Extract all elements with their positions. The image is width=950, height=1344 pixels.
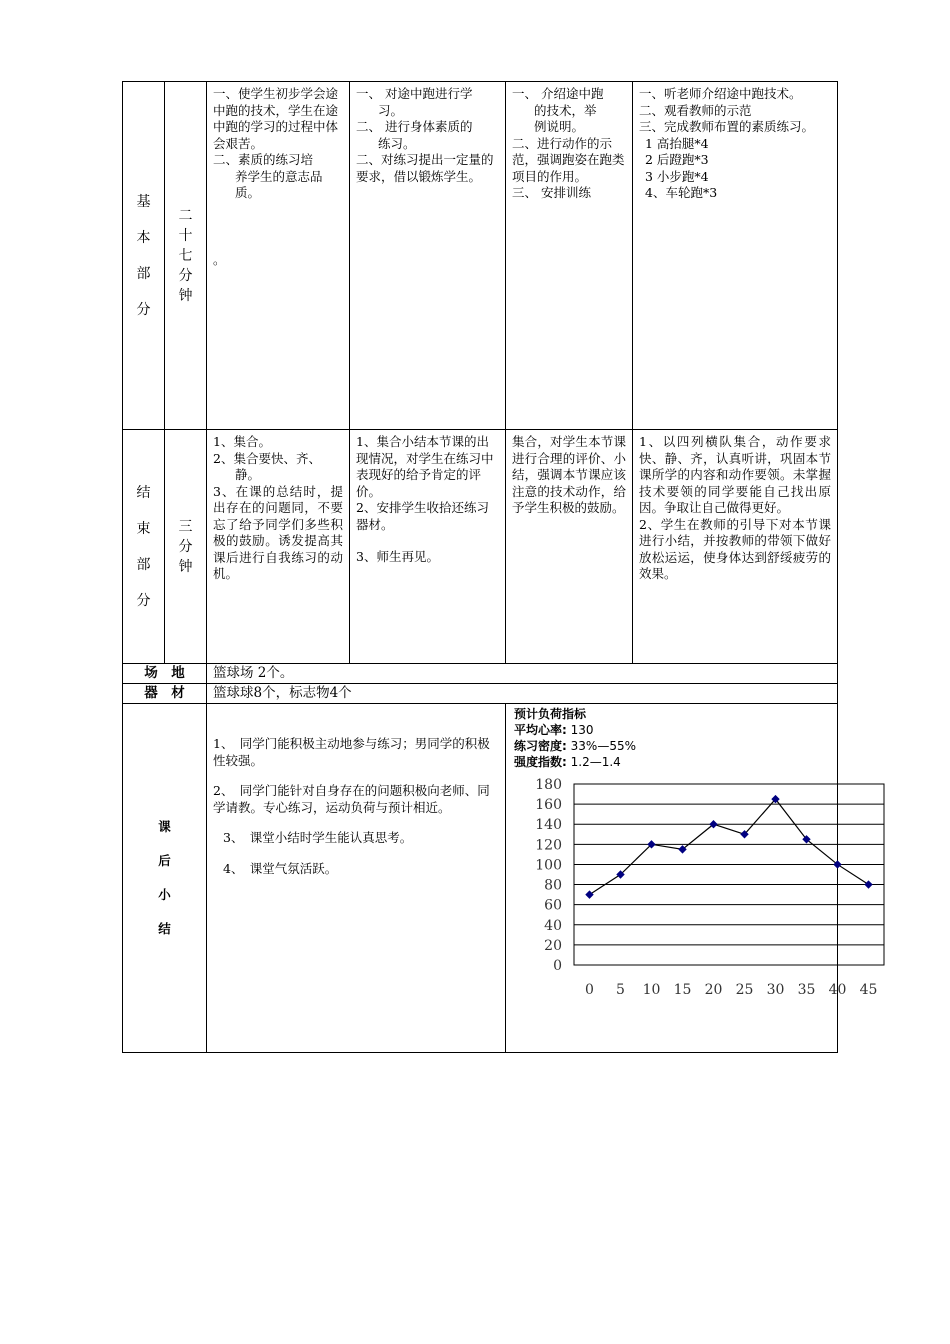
ending-teacher-cell <box>506 430 633 664</box>
ending-student-cell <box>633 430 838 664</box>
basic-label-char-2: 本 <box>136 229 151 246</box>
heart-rate-line <box>590 799 869 895</box>
basic-teacher-3: 三、 安排训练 <box>512 185 591 200</box>
basic-goal-2: 二、素质的练习培 <box>213 152 314 167</box>
basic-label-char-4: 分 <box>136 301 151 318</box>
venue-row <box>123 664 838 684</box>
basic-student-drill-4: 4、车轮跑*3 <box>645 185 718 200</box>
y-tick-label: 120 <box>535 837 562 854</box>
basic-section-label <box>123 82 165 430</box>
basic-teacher-cell <box>506 82 633 430</box>
venue-label: 场 地 <box>123 664 207 684</box>
ending-label-char-1: 结 <box>136 484 151 501</box>
ending-label-char-3: 部 <box>136 556 151 573</box>
x-tick-label: 30 <box>766 982 785 998</box>
summary-item-4: 4、 课堂气氛活跃。 <box>223 860 338 876</box>
basic-student-cell <box>633 82 838 430</box>
y-tick-label: 180 <box>535 777 562 793</box>
basic-student-drill-3: 3 小步跑*4 <box>645 168 709 184</box>
venue-value: 篮球场 2个。 <box>207 664 838 684</box>
ending-section-row <box>123 430 838 664</box>
density-label: 练习密度: <box>514 739 567 753</box>
heart-rate-value: 130 <box>570 723 594 737</box>
basic-req-2: 二、 进行身体素质的 <box>356 119 473 134</box>
summary-item-1: 1、 同学门能积极主动地参与练习；男同学的积极性较强。 <box>213 736 490 768</box>
y-tick-label: 60 <box>544 897 562 914</box>
basic-student-2: 二、观看教师的示范 <box>639 102 752 118</box>
basic-time-char-2: 十 <box>178 227 193 244</box>
basic-goals-cell <box>207 82 350 430</box>
summary-label-char-2: 后 <box>158 853 171 868</box>
intensity-value: 1.2—1.4 <box>570 755 621 769</box>
load-chart-cell <box>506 704 878 1053</box>
basic-student-3: 三、完成教师布置的素质练习。 <box>639 119 815 134</box>
basic-goal-2b: 养学生的意志品 <box>235 168 323 184</box>
y-tick-label: 100 <box>535 857 562 874</box>
heart-rate-label: 平均心率: <box>514 723 567 737</box>
equipment-row <box>123 684 838 704</box>
density-value: 33%—55% <box>570 739 636 753</box>
basic-label-char-1: 基 <box>136 193 151 210</box>
basic-goal-dot: 。 <box>213 251 226 267</box>
basic-student-1: 一、听老师介绍途中跑技术。 <box>639 86 802 101</box>
summary-items-cell <box>207 704 506 1053</box>
summary-label-char-4: 结 <box>158 921 171 936</box>
x-tick-label: 45 <box>859 982 878 998</box>
x-tick-label: 20 <box>704 982 723 998</box>
ending-goal-1: 1、集合。 <box>213 434 271 449</box>
ending-time-char-1: 三 <box>178 518 193 535</box>
ending-student-1: 1、以四列横队集合，动作要求快、静、齐，认真听讲，巩固本节课所学的内容和动作要领。未掌握技术要领的同学要能自己找出原因。争取让自己做得更好。 <box>639 434 831 515</box>
x-tick-label: 10 <box>642 982 661 998</box>
load-title: 预计负荷指标 <box>514 707 587 721</box>
y-tick-label: 140 <box>535 817 562 834</box>
summary-label <box>123 704 207 1053</box>
ending-requirements-cell <box>350 430 506 664</box>
basic-label-char-3: 部 <box>136 265 151 282</box>
basic-time-char-1: 二 <box>178 207 193 224</box>
equipment-label: 器 材 <box>123 684 207 704</box>
y-tick-label: 20 <box>544 937 562 954</box>
ending-student-2: 2、学生在教师的引导下对本节课进行小结，并按教师的带领下做好放松运运，使身体达到舒绥疲劳的效果。 <box>639 516 831 581</box>
y-tick-label: 0 <box>553 958 562 974</box>
x-tick-label: 15 <box>673 982 692 998</box>
basic-time-char-5: 钟 <box>178 287 193 304</box>
basic-req-3: 二、对练习提出一定量的要求，借以锻炼学生。 <box>356 152 494 184</box>
basic-time-char-4: 分 <box>178 267 193 284</box>
y-tick-label: 80 <box>544 877 562 894</box>
basic-student-drill-2: 2 后蹬跑*3 <box>645 152 709 167</box>
summary-item-3: 3、 课堂小结时学生能认真思考。 <box>223 830 413 845</box>
basic-student-drill-1: 1 高抬腿*4 <box>645 135 709 151</box>
basic-teacher-1: 一、 介绍途中跑 <box>512 86 604 101</box>
ending-req-1: 1、集合小结本节课的出现情况，对学生在练习中表现好的给予肯定的评价。 <box>356 434 494 499</box>
x-tick-label: 5 <box>616 982 625 998</box>
basic-req-1b: 习。 <box>378 102 404 118</box>
intensity-label: 强度指数: <box>514 755 567 769</box>
y-tick-label: 40 <box>544 917 562 934</box>
ending-req-2: 2、安排学生收拾还练习器材。 <box>356 500 489 532</box>
x-tick-label: 40 <box>828 982 847 998</box>
x-tick-label: 25 <box>735 982 754 998</box>
basic-section-time <box>165 82 207 430</box>
ending-goal-2: 2、集合要快、齐、 <box>213 450 321 466</box>
ending-goal-2b: 静。 <box>235 467 261 482</box>
basic-teacher-1c: 例说明。 <box>534 119 585 134</box>
basic-goal-1: 一、使学生初步学会途中跑的技术，学生在途中跑的学习的过程中体会艰苦。 <box>213 86 339 151</box>
equipment-value: 篮球球8个，标志物4个 <box>207 684 838 704</box>
basic-goal-2c: 质。 <box>235 185 261 200</box>
summary-label-char-3: 小 <box>158 887 171 902</box>
x-tick-label: 35 <box>797 982 816 998</box>
ending-time-char-2: 分 <box>178 538 193 555</box>
y-tick-label: 160 <box>535 797 562 814</box>
basic-req-2b: 练习。 <box>378 135 416 151</box>
ending-section-label <box>123 430 165 664</box>
basic-section-row <box>123 82 838 430</box>
ending-req-3: 3、师生再见。 <box>356 549 439 564</box>
summary-row <box>123 704 838 1053</box>
data-point <box>865 881 872 888</box>
ending-section-time <box>165 430 207 664</box>
ending-time-char-3: 钟 <box>178 558 193 575</box>
ending-label-char-4: 分 <box>136 592 151 609</box>
basic-time-char-3: 七 <box>178 247 193 264</box>
basic-teacher-1b: 的技术，举 <box>534 102 597 118</box>
summary-label-char-1: 课 <box>158 819 171 834</box>
data-point <box>586 891 593 898</box>
ending-goal-3: 3、在课的总结时，提出存在的问题同，不要忘了给予同学们多些积极的鼓励。诱发提高其课后进行自我练习的动机。 <box>213 483 343 581</box>
basic-requirements-cell <box>350 82 506 430</box>
lesson-plan-table <box>122 81 878 1053</box>
ending-goals-cell <box>207 430 350 664</box>
heart-rate-chart <box>506 772 908 1052</box>
ending-teacher-1: 集合，对学生本节课进行合理的评价、小结，强调本节课应该注意的技术动作，给予学生积极的鼓励。 <box>512 434 626 515</box>
basic-teacher-2: 二、进行动作的示范，强调跑姿在跑类项目的作用。 <box>512 135 625 184</box>
load-indicators <box>506 704 837 772</box>
ending-label-char-2: 束 <box>136 520 151 537</box>
summary-item-2: 2、 同学门能针对自身存在的问题积极向老师、同学请教。专心练习，运动负荷与预计相近。 <box>213 783 490 815</box>
basic-req-1: 一、 对途中跑进行学 <box>356 86 473 101</box>
x-tick-label: 0 <box>585 982 594 998</box>
